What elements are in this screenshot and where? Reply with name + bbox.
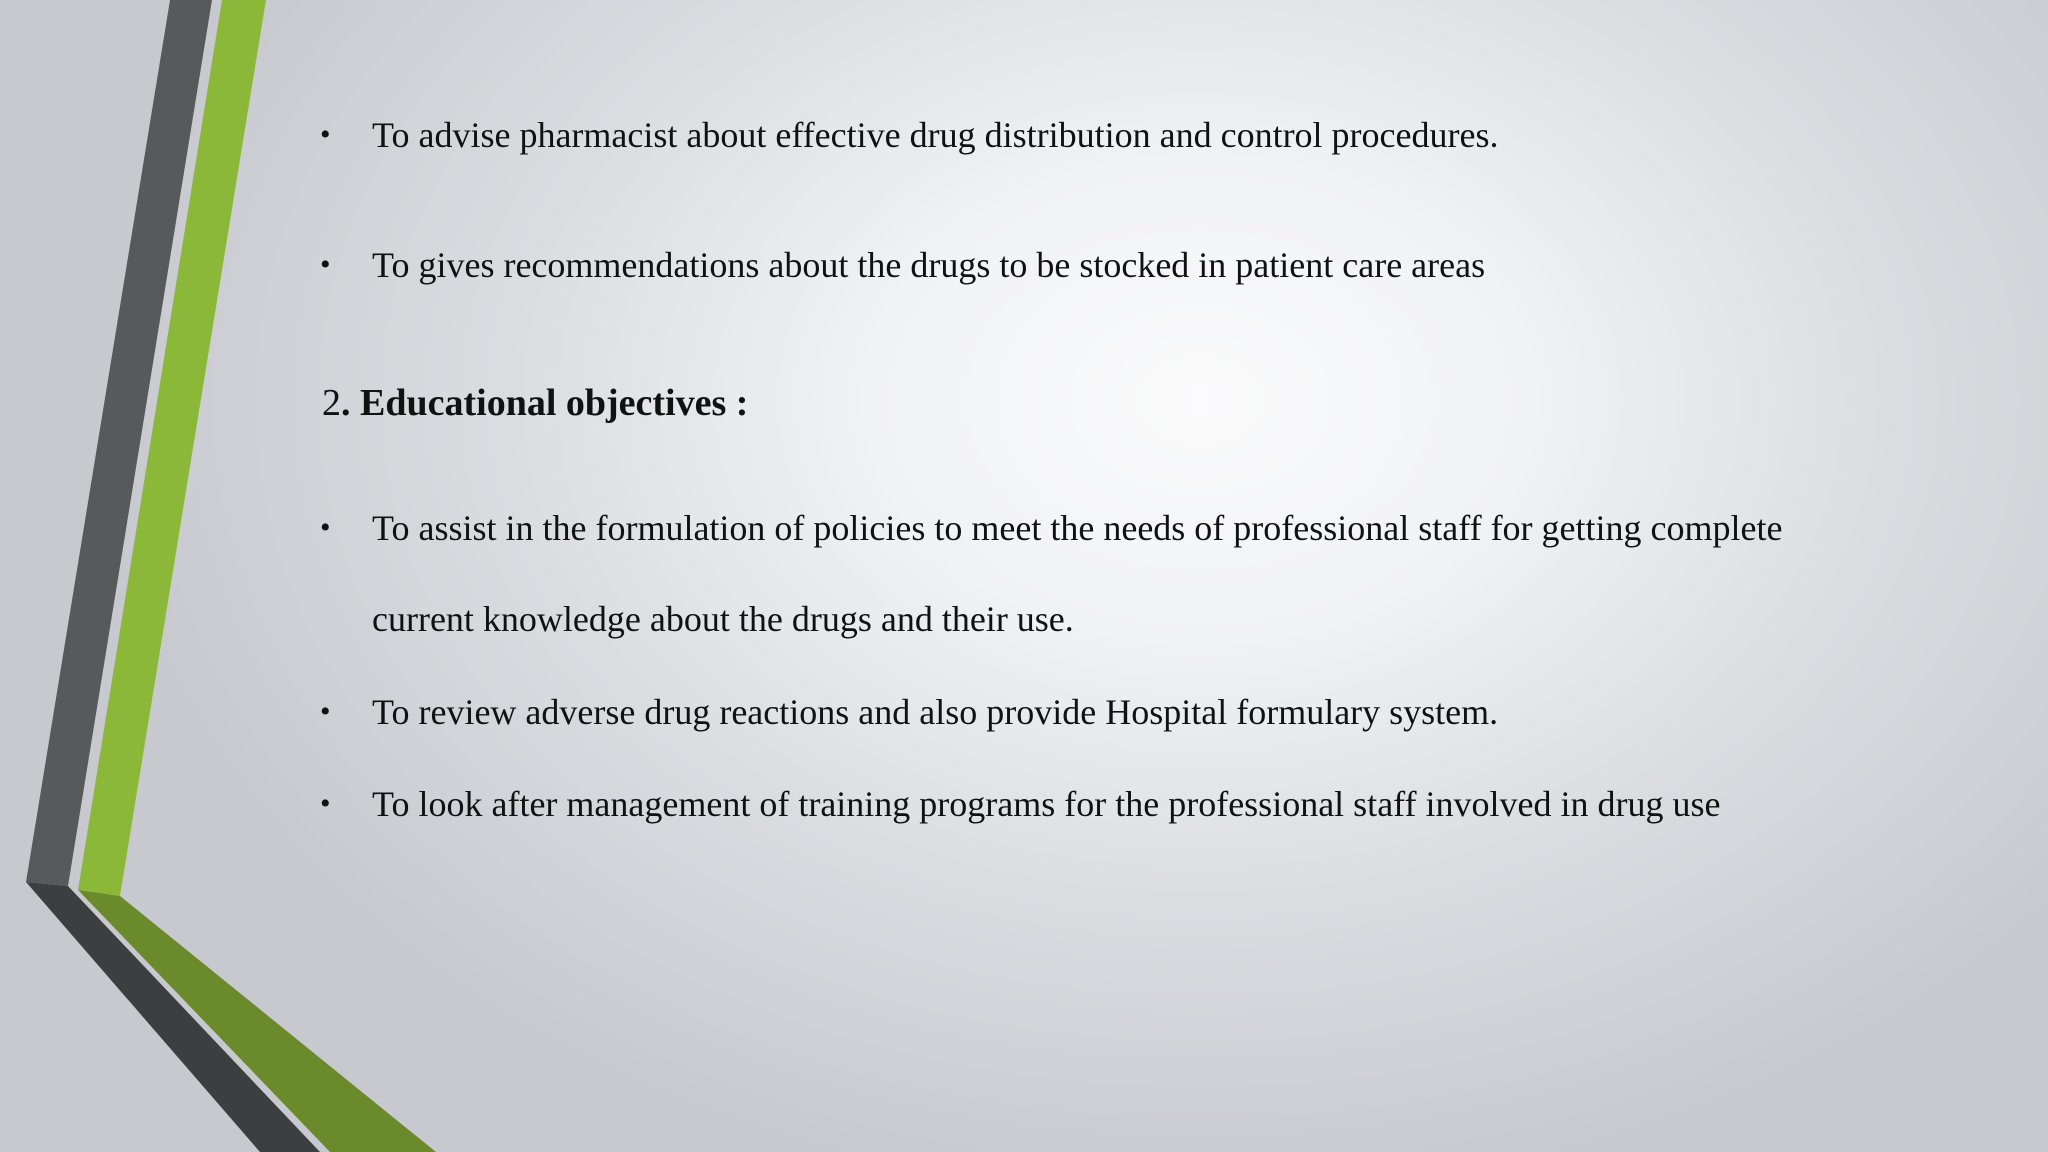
- section-number: 2: [322, 382, 341, 424]
- section-heading: [322, 381, 748, 425]
- bullet-marker: •: [320, 695, 331, 728]
- bullet-text-policies-line1: To assist in the formulation of policies to meet the needs of professional staff for getting complete: [372, 508, 1783, 548]
- bullet-marker: •: [320, 248, 331, 281]
- section-title: . Educational objectives :: [341, 382, 749, 424]
- bullet-text-policies-line2: current knowledge about the drugs and their use.: [372, 599, 1074, 639]
- bullet-text-training: To look after management of training programs for the professional staff involved in drug use: [372, 784, 1721, 824]
- bullet-text-recommendations: To gives recommendations about the drugs to be stocked in patient care areas: [372, 245, 1486, 285]
- bullet-marker: •: [320, 787, 331, 820]
- bullet-text-adverse-reactions: To review adverse drug reactions and also provide Hospital formulary system.: [372, 692, 1499, 732]
- bullet-marker: •: [320, 511, 331, 544]
- bullet-marker: •: [320, 118, 331, 151]
- bullet-text-distribution: To advise pharmacist about effective drug distribution and control procedures.: [372, 115, 1499, 155]
